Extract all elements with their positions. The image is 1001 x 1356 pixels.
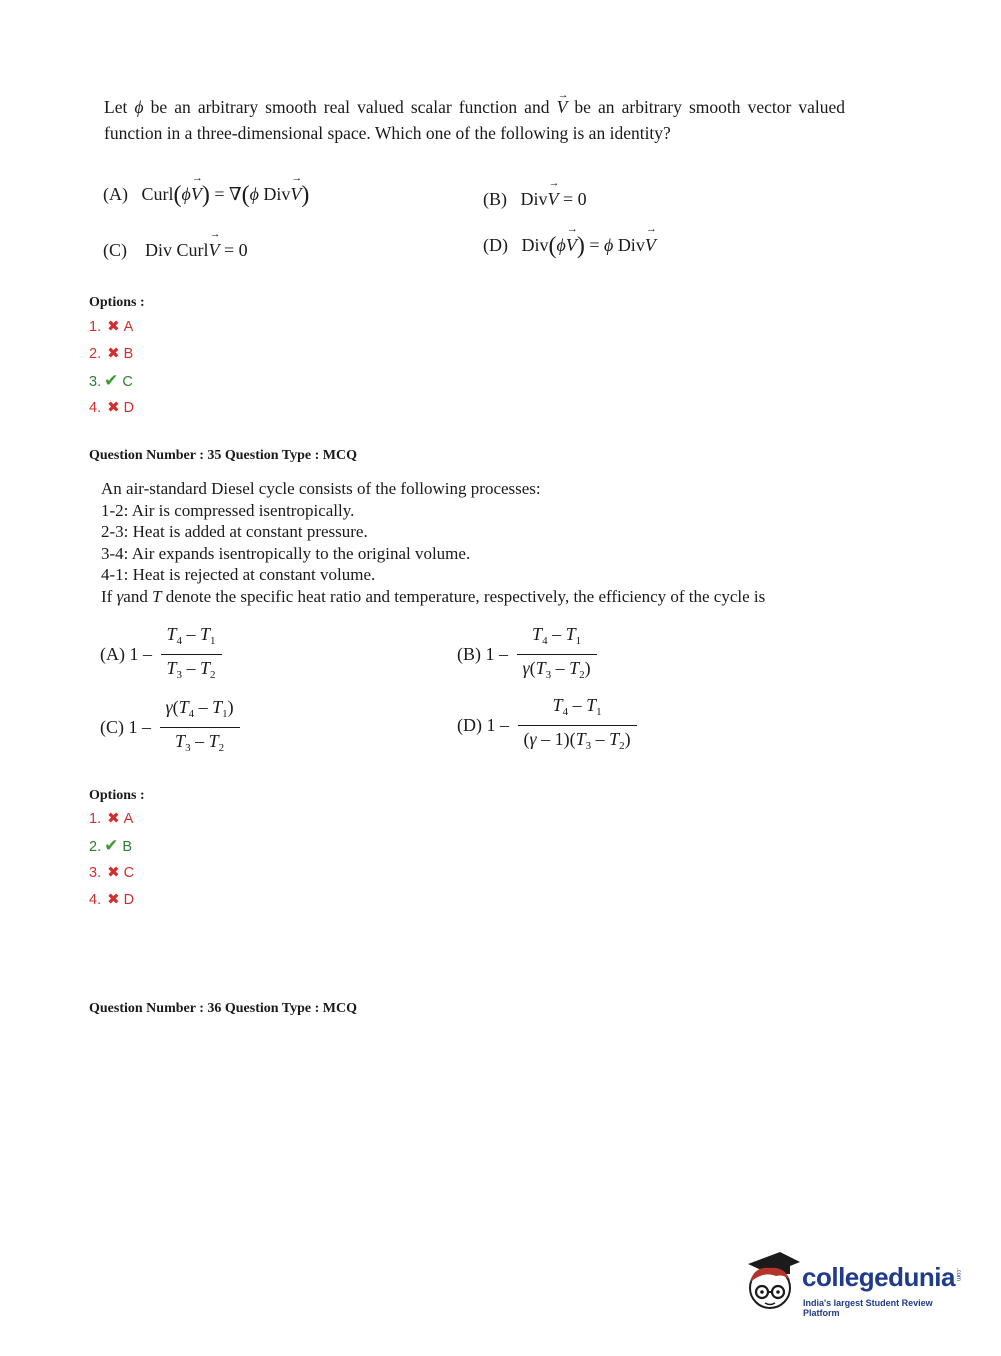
q35-option-d: (D) 1 – $\frac{T_4 - T_1}{(\gamma - 1)(T_3 - T_2)}$ bbox=[457, 694, 637, 757]
q35-option-b: (B) 1 – $\frac{T_4 - T_1}{\gamma(T_3 - T_2)}$ bbox=[457, 623, 597, 686]
q34-options-heading: Options : bbox=[89, 295, 145, 310]
brand-dot-com: .com bbox=[955, 1268, 961, 1282]
q34-option-a: (A) Curl(ϕ→ V) = ∇(ϕ Div→ V) bbox=[103, 182, 309, 209]
option-row: 3. ✖ C bbox=[89, 864, 135, 881]
brand-name: collegedunia bbox=[802, 1262, 955, 1292]
option-row: 4. ✖ D bbox=[89, 891, 135, 908]
option-row-correct: 3. ✔ C bbox=[89, 371, 133, 390]
cross-icon: ✖ bbox=[107, 318, 120, 335]
check-icon: ✔ bbox=[104, 371, 119, 390]
brand-tagline: India's largest Student Review Platform bbox=[803, 1298, 933, 1318]
cross-icon: ✖ bbox=[107, 810, 120, 827]
cross-icon: ✖ bbox=[107, 399, 120, 416]
mascot-icon bbox=[740, 1248, 802, 1314]
q34-option-d: (D) Div(ϕ→ V) = ϕ Div→ V bbox=[483, 233, 656, 260]
q34-question-text: Let ϕ be an arbitrary smooth real valued scalar function and → V be an arbitrary smooth vector valued function in a three-dimensional space. Which one of the following is an identity? bbox=[104, 94, 845, 146]
option-row: 1. ✖ A bbox=[89, 318, 134, 335]
q35-question-text: An air-standard Diesel cycle consists of the following processes: 1-2: Air is compressed isentropically. 2-3: Heat is added at constant pressure. 3-4: Air expands isentropically to the original volume. 4-1: Heat is rejected at constant volume. If γand T denote the specific heat ratio and temperature, respectively, the efficiency of the cycle is bbox=[101, 479, 766, 606]
q35-option-a: (A) 1 – $\frac{T_4 - T_1}{T_3 - T_2}$ bbox=[100, 623, 222, 686]
cross-icon: ✖ bbox=[107, 864, 120, 881]
q36-header: Question Number : 36 Question Type : MCQ bbox=[89, 1001, 357, 1016]
q35-option-c: (C) 1 – $\frac{\gamma(T_4 - T_1)}{T_3 - T_2}$ bbox=[100, 696, 240, 759]
q34-option-b: (B) Div→ V = 0 bbox=[483, 189, 587, 210]
option-row: 4. ✖ D bbox=[89, 399, 135, 416]
q34-option-c: (C) Div Curl→ V = 0 bbox=[103, 240, 248, 261]
check-icon: ✔ bbox=[104, 836, 119, 855]
option-row: 2. ✖ B bbox=[89, 345, 134, 362]
cross-icon: ✖ bbox=[107, 891, 120, 908]
q35-options-heading: Options : bbox=[89, 788, 145, 803]
q35-header: Question Number : 35 Question Type : MCQ bbox=[89, 448, 357, 463]
collegedunia-logo bbox=[740, 1248, 970, 1320]
q35-options-list bbox=[89, 805, 134, 913]
q34-options-list bbox=[89, 313, 134, 421]
cross-icon: ✖ bbox=[107, 345, 120, 362]
option-row: 1. ✖ A bbox=[89, 810, 134, 827]
option-row-correct: 2. ✔ B bbox=[89, 836, 133, 855]
